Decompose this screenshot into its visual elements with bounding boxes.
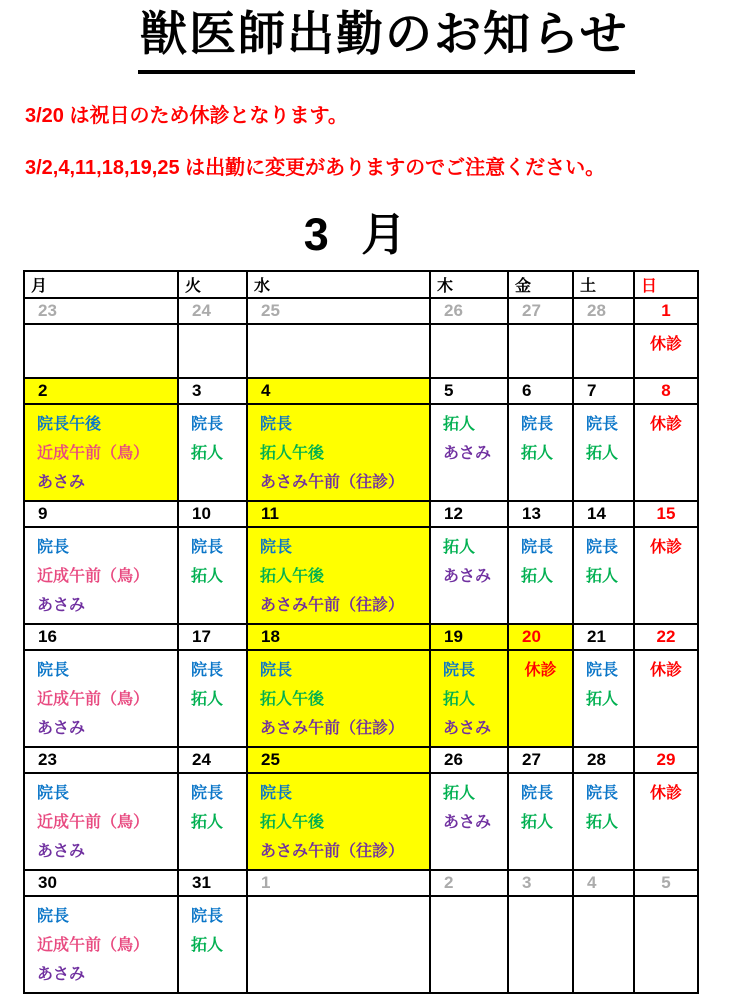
schedule-entry: 拓人: [521, 813, 554, 831]
date-cell: 21: [573, 624, 634, 650]
weekday-header-土: 土: [573, 271, 634, 298]
day-schedule-cell: [430, 896, 508, 993]
date-cell: 16: [24, 624, 178, 650]
date-cell: 20: [508, 624, 573, 650]
date-cell: 11: [247, 501, 430, 527]
date-cell: 10: [178, 501, 247, 527]
schedule-entry: 院長午後: [37, 415, 102, 433]
date-cell: 2: [430, 870, 508, 896]
day-schedule-cell: [573, 773, 634, 870]
schedule-entry: 院長: [443, 661, 476, 679]
closed-label: 休診: [649, 784, 682, 802]
date-cell: 12: [430, 501, 508, 527]
date-cell: 26: [430, 298, 508, 324]
schedule-entry: 院長: [586, 661, 619, 679]
day-schedule-cell: [508, 404, 573, 501]
date-cell: 25: [247, 747, 430, 773]
schedule-entry: 院長: [521, 538, 554, 556]
date-cell: 24: [178, 298, 247, 324]
notice-section: [25, 104, 750, 180]
day-schedule-cell: [634, 527, 698, 624]
schedule-entry: 拓人: [443, 690, 476, 708]
day-schedule-cell: [634, 404, 698, 501]
date-cell: 28: [573, 747, 634, 773]
day-schedule-cell: [24, 773, 178, 870]
day-schedule-cell: [24, 404, 178, 501]
page-title: 獣医師出勤のお知らせ: [140, 7, 629, 60]
schedule-entry: 拓人: [191, 444, 224, 462]
day-schedule-cell: [508, 650, 573, 747]
date-cell: 6: [508, 378, 573, 404]
date-cell: 30: [24, 870, 178, 896]
schedule-entry: 拓人: [191, 690, 224, 708]
date-cell: 27: [508, 747, 573, 773]
schedule-entry: 院長: [191, 907, 224, 925]
weekday-header-月: 月: [24, 271, 178, 298]
day-schedule-cell: [247, 404, 430, 501]
schedule-entry: 近成午前（鳥）: [37, 690, 150, 708]
march-calendar-table: [23, 270, 699, 994]
day-schedule-cell: [24, 896, 178, 993]
date-cell: 15: [634, 501, 698, 527]
schedule-entry: あさみ: [37, 719, 86, 737]
day-schedule-cell: [634, 324, 698, 378]
weekday-header-火: 火: [178, 271, 247, 298]
day-schedule-cell: [573, 896, 634, 993]
day-schedule-cell: [178, 650, 247, 747]
schedule-entry: 拓人: [586, 813, 619, 831]
schedule-entry: あさみ午前（往診）: [260, 473, 405, 491]
day-schedule-cell: [634, 896, 698, 993]
date-cell: 26: [430, 747, 508, 773]
day-schedule-cell: [634, 773, 698, 870]
schedule-entry: 院長: [37, 661, 70, 679]
date-cell: 5: [634, 870, 698, 896]
day-schedule-cell: [24, 527, 178, 624]
schedule-entry: 拓人: [191, 813, 224, 831]
day-schedule-cell: [634, 650, 698, 747]
schedule-entry: 拓人: [191, 567, 224, 585]
schedule-entry: 拓人: [191, 936, 224, 954]
day-schedule-cell: [430, 404, 508, 501]
day-schedule-cell: [247, 896, 430, 993]
schedule-entry: あさみ: [37, 473, 86, 491]
day-schedule-cell: [430, 650, 508, 747]
schedule-entry: 拓人: [586, 444, 619, 462]
day-schedule-cell: [573, 404, 634, 501]
weekday-header-金: 金: [508, 271, 573, 298]
date-cell: 25: [247, 298, 430, 324]
day-schedule-cell: [430, 324, 508, 378]
date-cell: 4: [573, 870, 634, 896]
date-cell: 27: [508, 298, 573, 324]
date-cell: 1: [634, 298, 698, 324]
date-cell: 23: [24, 747, 178, 773]
schedule-entry: 拓人: [443, 415, 476, 433]
closed-label: 休診: [649, 538, 682, 556]
date-cell: 1: [247, 870, 430, 896]
schedule-entry: あさみ午前（往診）: [260, 842, 405, 860]
day-schedule-cell: [430, 527, 508, 624]
schedule-entry: 院長: [521, 784, 554, 802]
schedule-entry: 拓人: [521, 444, 554, 462]
schedule-entry: あさみ午前（往診）: [260, 596, 405, 614]
date-cell: 9: [24, 501, 178, 527]
schedule-entry: あさみ: [443, 567, 492, 585]
schedule-entry: 拓人午後: [260, 690, 325, 708]
date-cell: 19: [430, 624, 508, 650]
day-schedule-cell: [178, 773, 247, 870]
date-cell: 13: [508, 501, 573, 527]
weekday-header-木: 木: [430, 271, 508, 298]
day-schedule-cell: [24, 324, 178, 378]
holiday-closure-notice: 3/20 は祝日のため休診となります。: [25, 104, 348, 127]
date-cell: 5: [430, 378, 508, 404]
weekday-header-日: 日: [634, 271, 698, 298]
schedule-entry: 院長: [260, 661, 293, 679]
closed-label: 休診: [649, 661, 682, 679]
schedule-entry: 院長: [191, 661, 224, 679]
schedule-entry: あさみ: [443, 813, 492, 831]
schedule-entry: 院長: [521, 415, 554, 433]
schedule-change-notice: 3/2,4,11,18,19,25 は出勤に変更がありますのでご注意ください。: [25, 156, 606, 179]
schedule-entry: 院長: [37, 907, 70, 925]
schedule-entry: 拓人午後: [260, 444, 325, 462]
schedule-entry: あさみ午前（往診）: [260, 719, 405, 737]
day-schedule-cell: [178, 896, 247, 993]
day-schedule-cell: [573, 527, 634, 624]
date-cell: 3: [508, 870, 573, 896]
day-schedule-cell: [247, 324, 430, 378]
schedule-entry: 拓人: [586, 690, 619, 708]
month-title: 3 月: [303, 208, 417, 260]
date-cell: 2: [24, 378, 178, 404]
schedule-entry: あさみ: [37, 596, 86, 614]
date-cell: 3: [178, 378, 247, 404]
schedule-entry: 近成午前（鳥）: [37, 813, 150, 831]
schedule-entry: 院長: [191, 415, 224, 433]
day-schedule-cell: [178, 404, 247, 501]
schedule-entry: 拓人午後: [260, 567, 325, 585]
day-schedule-cell: [573, 650, 634, 747]
day-schedule-cell: [430, 773, 508, 870]
date-cell: 17: [178, 624, 247, 650]
day-schedule-cell: [178, 324, 247, 378]
schedule-entry: 院長: [586, 784, 619, 802]
schedule-entry: 拓人: [521, 567, 554, 585]
schedule-entry: あさみ: [37, 842, 86, 860]
schedule-entry: あさみ: [443, 444, 492, 462]
date-cell: 7: [573, 378, 634, 404]
schedule-entry: あさみ: [443, 719, 492, 737]
notice-title-underline: [138, 8, 635, 74]
schedule-entry: 近成午前（鳥）: [37, 444, 150, 462]
date-cell: 29: [634, 747, 698, 773]
schedule-entry: あさみ: [37, 965, 86, 983]
schedule-entry: 近成午前（鳥）: [37, 936, 150, 954]
date-cell: 18: [247, 624, 430, 650]
date-cell: 22: [634, 624, 698, 650]
day-schedule-cell: [247, 527, 430, 624]
day-schedule-cell: [508, 896, 573, 993]
date-cell: 24: [178, 747, 247, 773]
schedule-entry: 拓人: [443, 538, 476, 556]
weekday-header-水: 水: [247, 271, 430, 298]
schedule-entry: 院長: [260, 415, 293, 433]
schedule-entry: 院長: [191, 538, 224, 556]
day-schedule-cell: [178, 527, 247, 624]
date-cell: 28: [573, 298, 634, 324]
schedule-entry: 拓人: [586, 567, 619, 585]
schedule-entry: 院長: [37, 538, 70, 556]
date-cell: 14: [573, 501, 634, 527]
date-cell: 31: [178, 870, 247, 896]
schedule-entry: 院長: [191, 784, 224, 802]
closed-label: 休診: [649, 335, 682, 353]
date-cell: 4: [247, 378, 430, 404]
day-schedule-cell: [247, 650, 430, 747]
schedule-entry: 拓人: [443, 784, 476, 802]
closed-label: 休診: [649, 415, 682, 433]
day-schedule-cell: [24, 650, 178, 747]
day-schedule-cell: [508, 773, 573, 870]
day-schedule-cell: [508, 324, 573, 378]
closed-label: 休診: [524, 661, 557, 679]
schedule-entry: 院長: [260, 784, 293, 802]
date-cell: 8: [634, 378, 698, 404]
schedule-entry: 拓人午後: [260, 813, 325, 831]
day-schedule-cell: [573, 324, 634, 378]
calendar-body: [24, 271, 698, 993]
schedule-entry: 院長: [37, 784, 70, 802]
day-schedule-cell: [508, 527, 573, 624]
schedule-entry: 院長: [586, 415, 619, 433]
date-cell: 23: [24, 298, 178, 324]
schedule-entry: 近成午前（鳥）: [37, 567, 150, 585]
schedule-entry: 院長: [260, 538, 293, 556]
schedule-entry: 院長: [586, 538, 619, 556]
day-schedule-cell: [247, 773, 430, 870]
